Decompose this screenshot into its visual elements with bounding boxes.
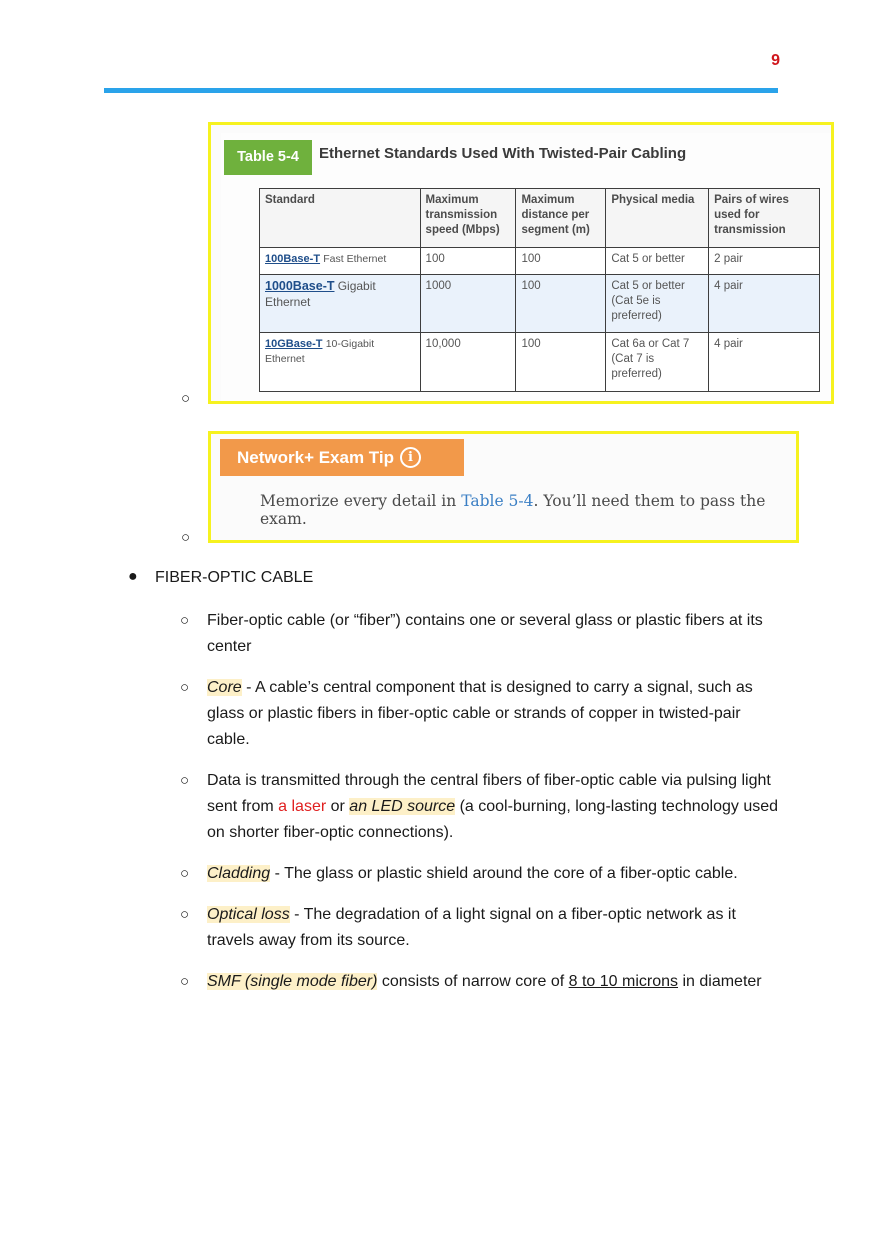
standard-name: 100Base-T (265, 253, 321, 265)
list-item (180, 768, 780, 846)
header-rule (104, 88, 778, 93)
distance-cell: 100 (516, 333, 606, 392)
standard-cell (260, 275, 421, 333)
standard-cell (260, 333, 421, 392)
term-optical-loss: Optical loss (207, 906, 290, 923)
bullet-dot: ● (128, 568, 138, 585)
table-header-row (260, 189, 820, 248)
laser-text: a laser (278, 798, 327, 815)
info-icon: i (400, 447, 421, 468)
media-cell: Cat 6a or Cat 7 (Cat 7 is preferred) (606, 333, 709, 392)
section-title: FIBER-OPTIC CABLE (155, 569, 314, 586)
standard-desc: 10-Gigabit Ethernet (265, 338, 375, 365)
standard-cell (260, 248, 421, 275)
item-text: consists of narrow core of (377, 973, 569, 990)
table-row (260, 275, 820, 333)
list-item (180, 675, 780, 753)
exam-tip-text (260, 492, 796, 528)
hollow-bullet: ○ (180, 772, 190, 789)
tip-text-part: . You’ll need them to pass the exam. (260, 492, 766, 528)
list-item (180, 902, 780, 954)
term-cladding: Cladding (207, 865, 271, 882)
exam-tip-title: Network+ Exam Tip (237, 448, 394, 467)
item-text: - A cable’s central component that is designed to carry a signal, such as glass or plastic fibers in fiber-optic cable or strands of copper in twisted-pair cable. (207, 679, 753, 748)
item-text: or (326, 798, 350, 815)
led-source-text: an LED source (349, 798, 456, 815)
pairs-cell: 4 pair (709, 333, 820, 392)
core-size-text: 8 to 10 microns (568, 973, 679, 990)
exam-tip-image (208, 431, 799, 543)
fiber-sub-list (180, 608, 780, 1010)
header-cell: Maximum transmission speed (Mbps) (420, 189, 516, 248)
pairs-cell: 2 pair (709, 248, 820, 275)
term-core: Core (207, 679, 242, 696)
list-item (180, 861, 780, 887)
page-number: 9 (771, 52, 780, 69)
distance-cell: 100 (516, 275, 606, 333)
hollow-bullet: ○ (180, 865, 190, 882)
item-text: in diameter (678, 973, 762, 990)
hollow-bullet: ○ (180, 973, 190, 990)
hollow-bullet: ○ (180, 679, 190, 696)
header-cell: Standard (260, 189, 421, 248)
hollow-bullet: ○ (180, 612, 190, 629)
exam-tip-header (220, 439, 464, 476)
item-text: - The glass or plastic shield around the core of a fiber-optic cable. (270, 865, 738, 882)
table-image (208, 122, 834, 404)
speed-cell: 1000 (420, 275, 516, 333)
term-smf: SMF (single mode fiber) (207, 973, 378, 990)
header-cell: Maximum distance per segment (m) (516, 189, 606, 248)
list-item (180, 608, 780, 660)
item-text: (a cool-burning, long-lasting technology used on shorter fiber-optic connections). (207, 798, 779, 841)
header-cell: Physical media (606, 189, 709, 248)
ethernet-standards-table (259, 188, 820, 392)
item-text: Data is transmitted through the central fibers of fiber-optic cable via pulsing light sent from (207, 772, 771, 815)
hollow-bullet: ○ (180, 906, 190, 923)
tip-text-part: Memorize every detail in (260, 492, 462, 510)
list-item (180, 969, 780, 995)
standard-name: 1000Base-T (265, 279, 335, 293)
standard-desc: Gigabit Ethernet (265, 279, 376, 309)
item-text: - The degradation of a light signal on a fiber-optic network as it travels away from its source. (207, 906, 736, 949)
pairs-cell: 4 pair (709, 275, 820, 333)
item-text: Fiber-optic cable (or “fiber”) contains one or several glass or plastic fibers at its center (207, 612, 763, 655)
standard-desc: Fast Ethernet (323, 253, 387, 265)
table-label: Table 5-4 (224, 140, 312, 175)
standard-name: 10GBase-T (265, 338, 323, 350)
media-cell: Cat 5 or better (Cat 5e is preferred) (606, 275, 709, 333)
table-row (260, 248, 820, 275)
table-reference-link: Table 5-4 (461, 492, 534, 510)
speed-cell: 100 (420, 248, 516, 275)
hollow-bullet: ○ (181, 390, 191, 407)
table-caption: Ethernet Standards Used With Twisted-Pair Cabling (319, 145, 687, 162)
speed-cell: 10,000 (420, 333, 516, 392)
hollow-bullet: ○ (181, 529, 191, 546)
table-row (260, 333, 820, 392)
distance-cell: 100 (516, 248, 606, 275)
header-cell: Pairs of wires used for transmission (709, 189, 820, 248)
media-cell: Cat 5 or better (606, 248, 709, 275)
